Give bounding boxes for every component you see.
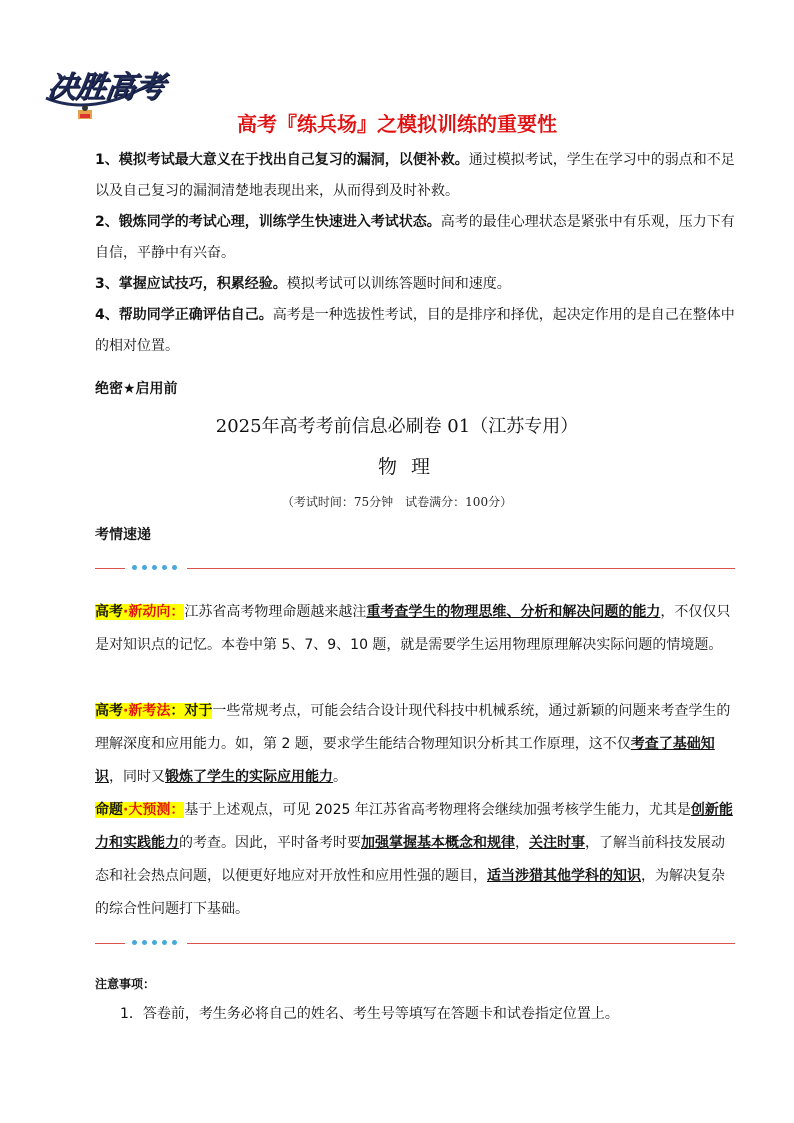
trend-paragraph: 高考·新动向：江苏省高考物理命题越来越注重考查学生的物理思维、分析和解决问题的能力，不仅仅只是对知识点的记忆。本卷中第 5、7、9、10 题，就是需要学生运用物理原理解决实际问题的情境题。: [95, 604, 731, 653]
notes-heading: 注意事项：: [95, 977, 156, 991]
page-title: 高考『练兵场』之模拟训练的重要性: [237, 112, 557, 136]
note-item: 1．答卷前，考生务必将自己的姓名、考生号等填写在答题卡和试卷指定位置上。: [120, 1006, 619, 1022]
subject-title: 物理: [377, 456, 444, 478]
dot-icon: [132, 940, 137, 945]
intro-item: 2、锻炼同学的考试心理，训练学生快速进入考试状态。高考的最佳心理状态是紧张中有乐观，压力下有自信，平静中有兴奋。: [95, 214, 735, 261]
secret-label: 绝密★启用前: [95, 381, 178, 397]
exam-title: 2025年高考考前信息必刷卷 01（江苏专用）: [215, 416, 579, 437]
logo-text: 决胜高考: [45, 70, 166, 105]
dot-icon: [172, 565, 177, 570]
dot-icon: [152, 565, 157, 570]
dot-icon: [152, 940, 157, 945]
intro-list: [95, 145, 735, 362]
tag-badge: 命题·大预测：: [95, 802, 185, 818]
section-heading: 考情速递: [95, 527, 151, 543]
dot-icon: [162, 565, 167, 570]
dot-icon: [162, 940, 167, 945]
method-paragraph: 高考·新考法：对于一些常规考点，可能会结合设计现代科技中机械系统，通过新颖的问题来考查学生的理解深度和应用能力。如，第 2 题，要求学生能结合物理知识分析其工作原理，这不仅考查了基础知识，同时又锻炼了学生的实际应用能力。: [95, 703, 731, 785]
intro-item: 3、掌握应试技巧，积累经验。模拟考试可以训练答题时间和速度。: [95, 276, 511, 292]
divider-bottom: [95, 938, 735, 950]
dot-icon: [132, 565, 137, 570]
tag-badge: 高考·新动向：: [95, 604, 185, 620]
intro-item: 4、帮助同学正确评估自己。高考是一种选拔性考试，目的是排序和择优，起决定作用的是自己在整体中的相对位置。: [95, 307, 735, 354]
dot-icon: [172, 940, 177, 945]
dot-icon: [142, 565, 147, 570]
tag-badge: 高考·新考法：对于: [95, 703, 213, 719]
divider-top: [95, 563, 735, 575]
intro-item: 1、模拟考试最大意义在于找出自己复习的漏洞，以便补救。通过模拟考试，学生在学习中的弱点和不足以及自己复习的漏洞清楚地表现出来，从而得到及时补救。: [95, 152, 735, 199]
exam-info: （考试时间：75分钟 试卷满分：100分）: [281, 495, 513, 509]
dot-icon: [142, 940, 147, 945]
prediction-paragraph: 命题·大预测：基于上述观点，可见 2025 年江苏省高考物理将会继续加强考核学生能力，尤其是创新能力和实践能力的考查。因此，平时备考时要加强掌握基本概念和规律，关注时事，了解当前科技发展动态和社会热点问题，以便更好地应对开放性和应用性强的题目，适当涉猎其他学科的知识，为解决复杂的综合性问题打下基础。: [95, 802, 733, 917]
